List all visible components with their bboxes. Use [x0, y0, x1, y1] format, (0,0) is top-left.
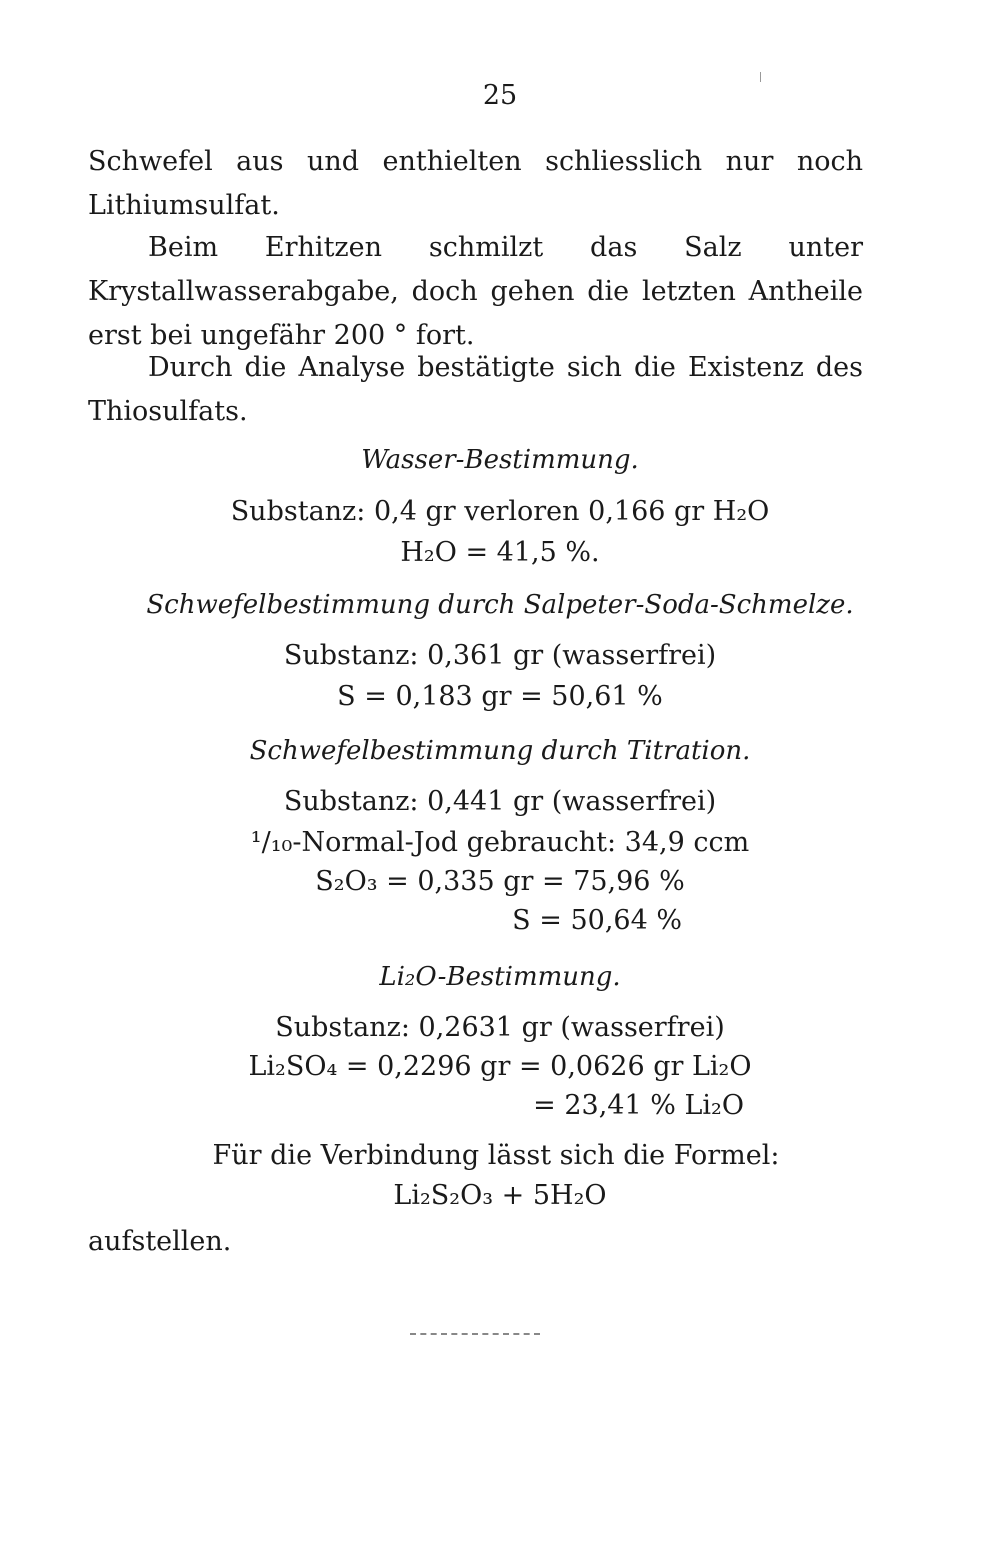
formula-line: ¹/₁₀-Normal-Jod gebraucht: 34,9 ccm: [250, 827, 750, 858]
formula-line: Substanz: 0,4 gr verloren 0,166 gr H₂O: [230, 496, 770, 527]
heading-schwefel-titration: Schwefelbestimmung durch Titration.: [249, 736, 751, 766]
conclusion-line: Für die Verbindung lässt sich die Formel:: [212, 1140, 780, 1171]
formula-line: H₂O = 41,5 %.: [400, 537, 600, 568]
formula-line: Li₂SO₄ = 0,2296 gr = 0,0626 gr Li₂O: [248, 1051, 752, 1082]
paragraph-3: Durch die Analyse bestätigte sich die Existenz des Thiosulfats.: [88, 352, 863, 427]
formula-line: S = 0,183 gr = 50,61 %: [337, 681, 663, 712]
page-number: 25: [482, 80, 518, 111]
end-separator: [410, 1333, 540, 1335]
heading-li2o-bestimmung: Li₂O-Bestimmung.: [379, 962, 621, 992]
formula-line: Substanz: 0,2631 gr (wasserfrei): [275, 1012, 725, 1043]
formula-line: Substanz: 0,361 gr (wasserfrei): [283, 640, 717, 671]
formula-line: Substanz: 0,441 gr (wasserfrei): [283, 786, 717, 817]
formula-line: = 23,41 % Li₂O: [533, 1090, 744, 1121]
formula-line: S₂O₃ = 0,335 gr = 75,96 %: [315, 866, 685, 897]
formula-line: S = 50,64 %: [512, 905, 682, 936]
heading-wasser-bestimmung: Wasser-Bestimmung.: [361, 445, 639, 475]
heading-schwefel-schmelze: Schwefelbestimmung durch Salpeter-Soda-Schmelze.: [146, 590, 854, 620]
paragraph-2: Beim Erhitzen schmilzt das Salz unter Krystallwasserabgabe, doch gehen die letzten Antheile erst bei ungefähr 200 ° fort.: [88, 232, 863, 351]
conclusion-formula: Li₂S₂O₃ + 5H₂O: [393, 1180, 607, 1211]
closing-text: aufstellen.: [88, 1226, 232, 1257]
paragraph-1: Schwefel aus und enthielten schliesslich nur noch Lithiumsulfat.: [88, 146, 863, 221]
